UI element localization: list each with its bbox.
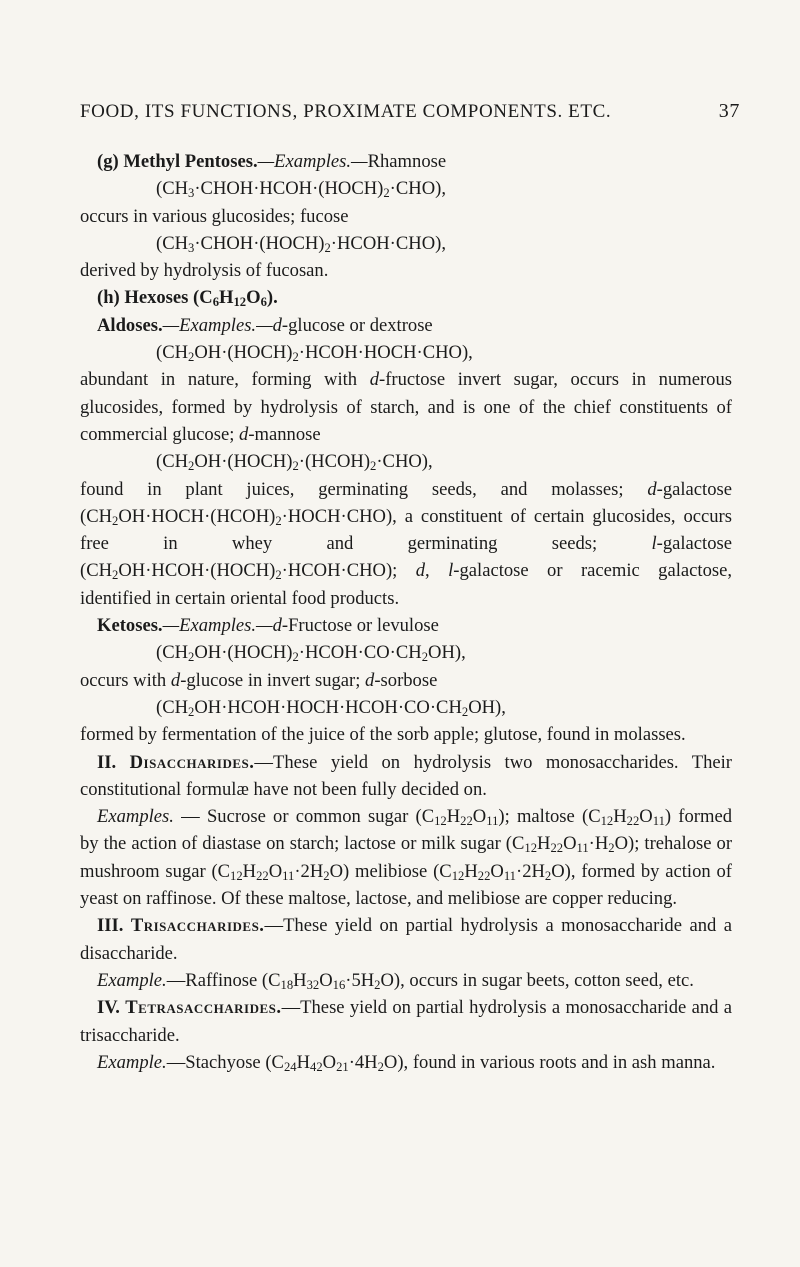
tetrasaccharides-paragraph: IV. Tetrasaccharides.—These yield on partial hydrolysis a monosaccharide and a trisaccharide. — [80, 997, 732, 1046]
formula-fucose: $(CH_3\cdot CHOH\cdot(HOCH)_2\cdot HCOH\cdot CHO)$, — [156, 232, 446, 256]
disaccharides-examples: Examples. — Sucrose or common sugar $(C_{12}H_{22}O_{11})$; maltose $(C_{12}H_{22}O_{11})$ formed by the action of diastase on starch; lactose or milk sugar $(C_{12}H_{22}O_{11}\cdot H_2O)$; trehalose or mushroom sugar $(C_{12}H_{22}O_{11}\cdot 2H_2O)$ melibiose $(C_{12}H_{22}O_{11}\cdot 2H_2O)$, formed by action of yeast on raffinose. Of these maltose, lactose, and melibiose are copper reducing. — [80, 806, 733, 910]
tetrasaccharides-example: Example.—Stachyose $(C_{24}H_{42}O_{21}\cdot 4H_2O)$, found in various roots and in ash manna. — [97, 1051, 716, 1074]
page-body — [80, 148, 732, 1076]
hexoses-heading: (h) Hexoses $(C_6H_{12}O_6)$. — [97, 287, 278, 310]
formula-fructose: $(CH_2OH\cdot(HOCH)_2\cdot HCOH\cdot CO\cdot CH_2OH)$, — [156, 642, 466, 665]
aldoses-heading: Aldoses.—Examples.—d-glucose or dextrose — [97, 314, 433, 336]
fructose-description: occurs with d-glucose in invert sugar; d-sorbose — [80, 669, 438, 691]
trisaccharides-paragraph: III. Trisaccharides.—These yield on partial hydrolysis a monosaccharide and a disaccharide. — [80, 915, 732, 964]
disaccharides-paragraph: II. Disaccharides.—These yield on hydrolysis two monosaccharides. Their constitutional formulæ have not been fully decided on. — [80, 751, 732, 800]
formula-rhamnose: $(CH_3\cdot CHOH\cdot HCOH\cdot(HOCH)_2\cdot CHO)$, — [156, 178, 446, 201]
sorbose-description: formed by fermentation of the juice of the sorb apple; glutose, found in molasses. — [80, 724, 686, 746]
fucosan-line: derived by hydrolysis of fucosan. — [80, 260, 329, 282]
running-header — [80, 100, 740, 123]
mannose-galactose-description: found in plant juices, germinating seeds, and molasses; d-galactose $(CH_2OH\cdot HOCH\cdot(HCOH)_2\cdot HOCH\cdot CHO)$, a constituent of certain glucosides, occurs free in whey and germinating seeds; l-galactose $(CH_2OH\cdot HCOH\cdot(HOCH)_2\cdot HCOH\cdot CHO)$; d, l-galactose or racemic galactose, identified in certain oriental food products. — [80, 478, 733, 609]
trisaccharides-example: Example.—Raffinose $(C_{18}H_{32}O_{16}\cdot 5H_2O)$, occurs in sugar beets, cotton seed, etc. — [97, 969, 694, 993]
methyl-pentoses-heading: (g) Methyl Pentoses.—Examples.—Rhamnose — [97, 151, 447, 172]
page-number: 37 — [718, 100, 740, 122]
glucose-description: abundant in nature, forming with d-fructose invert sugar, occurs in numerous glucosides, formed by hydrolysis of starch, and is one of the chief constituents of commercial glucose; d-mannose — [80, 369, 732, 445]
ketoses-heading: Ketoses.—Examples.—d-Fructose or levulose — [97, 615, 439, 637]
running-title: FOOD, ITS FUNCTIONS, PROXIMATE COMPONENTS. ETC. — [80, 101, 612, 122]
fucose-line: occurs in various glucosides; fucose — [80, 205, 349, 227]
formula-mannose: $(CH_2OH\cdot(HOCH)_2\cdot(HCOH)_2\cdot CHO)$, — [156, 451, 433, 474]
formula-sorbose: $(CH_2OH\cdot HCOH\cdot HOCH\cdot HCOH\cdot CO\cdot CH_2OH)$, — [156, 696, 506, 720]
formula-glucose: $(CH_2OH\cdot(HOCH)_2\cdot HCOH\cdot HOCH\cdot CHO)$, — [156, 342, 473, 365]
